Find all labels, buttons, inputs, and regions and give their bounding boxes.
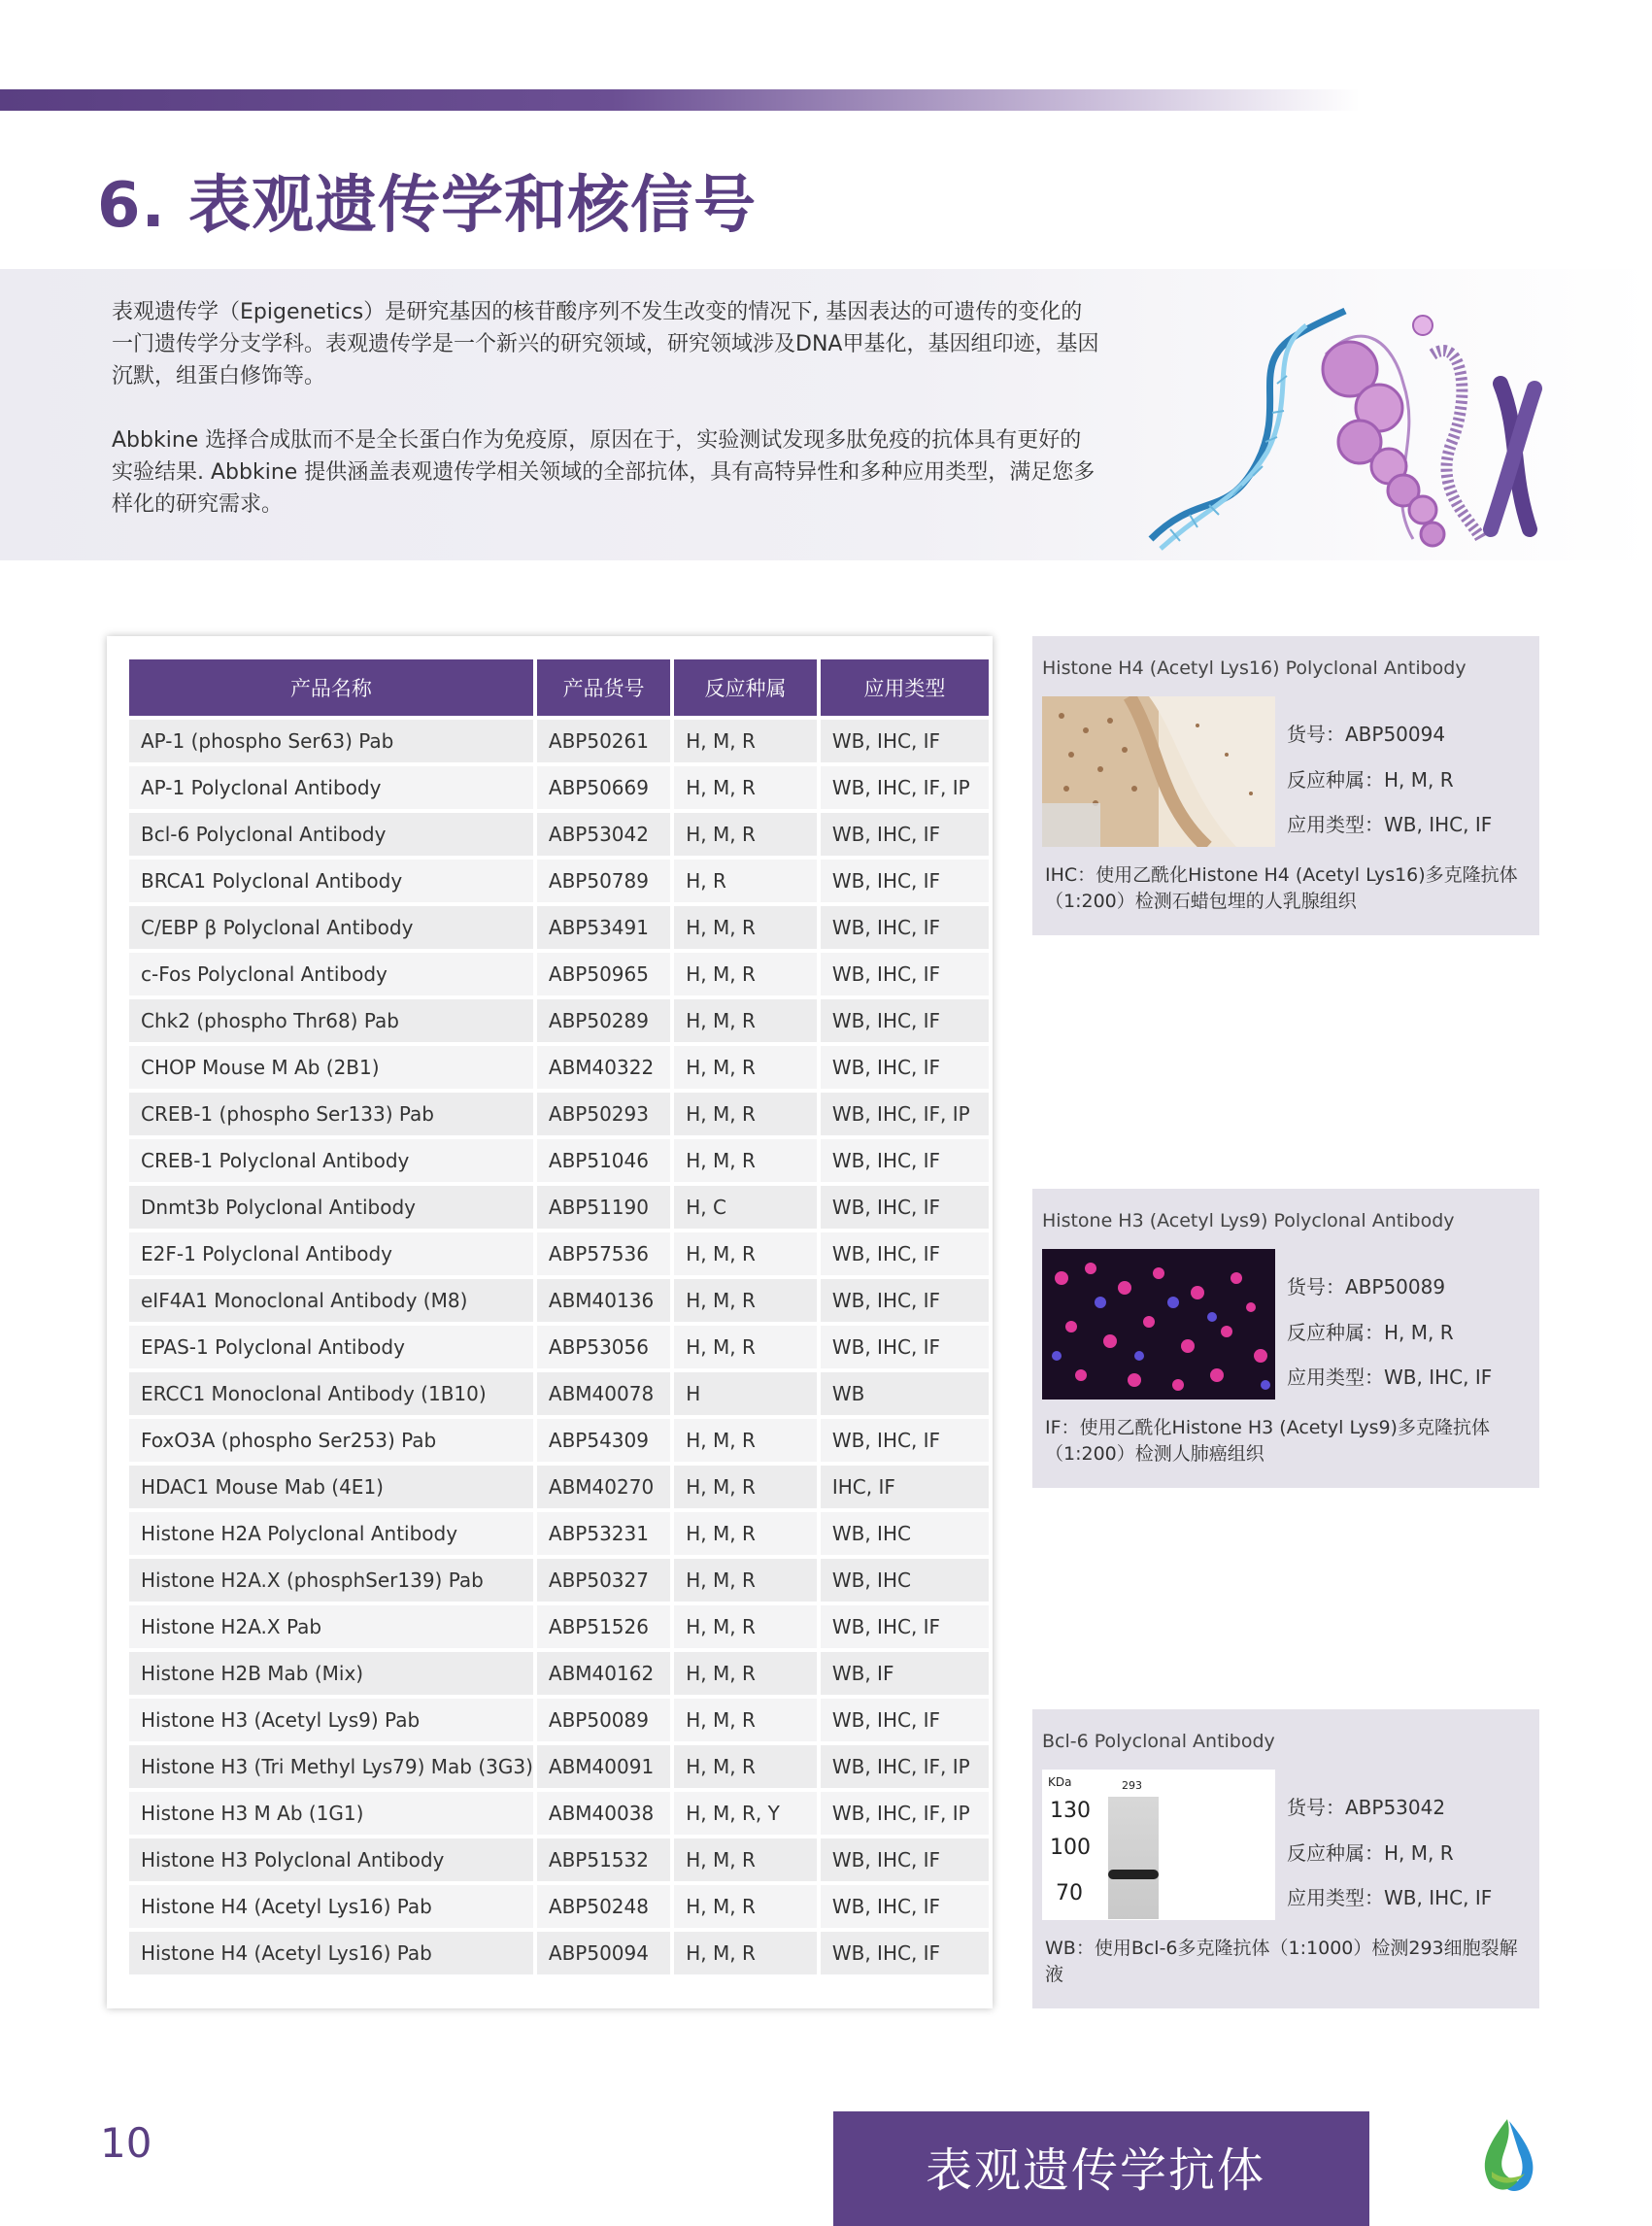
cell-product-name: C/EBP β Polyclonal Antibody (129, 906, 533, 949)
cell-reactivity: H, M, R (674, 1512, 817, 1555)
cell-product-name: Histone H3 (Acetyl Lys9) Pab (129, 1699, 533, 1741)
panel-species: 反应种属：H, M, R (1287, 1321, 1454, 1344)
cell-application: WB, IHC, IF (821, 1932, 989, 1974)
cell-catalog-number: ABP53231 (537, 1512, 670, 1555)
table-row (129, 906, 989, 949)
footer-section-title: 表观遗传学抗体 (926, 2143, 1266, 2198)
cell-catalog-number: ABP50094 (537, 1932, 670, 1974)
table-row (129, 813, 989, 856)
column-header-catalog-number: 产品货号 (537, 659, 670, 716)
cell-application: WB, IHC, IF (821, 953, 989, 995)
footer-section-banner (833, 2111, 1369, 2226)
product-panel-histone-h3 (1032, 1189, 1539, 1488)
table-row (129, 1232, 989, 1275)
table-row (129, 1512, 989, 1555)
cell-application: WB, IHC, IF (821, 1699, 989, 1741)
blot-band (1108, 1870, 1159, 1879)
table-body (129, 720, 989, 1974)
cell-product-name: ERCC1 Monoclonal Antibody (1B10) (129, 1372, 533, 1415)
cell-product-name: CREB-1 Polyclonal Antibody (129, 1139, 533, 1182)
cell-catalog-number: ABP54309 (537, 1419, 670, 1462)
cell-application: WB, IHC, IF, IP (821, 1745, 989, 1788)
cell-catalog-number: ABP50248 (537, 1885, 670, 1928)
western-blot-image (1042, 1770, 1275, 1920)
cell-reactivity: H, M, R (674, 1838, 817, 1881)
cell-catalog-number: ABP53491 (537, 906, 670, 949)
table-row (129, 1605, 989, 1648)
table-row (129, 999, 989, 1042)
cell-reactivity: H, M, R (674, 1932, 817, 1974)
cell-product-name: Dnmt3b Polyclonal Antibody (129, 1186, 533, 1229)
cell-reactivity: H, M, R (674, 1046, 817, 1089)
table-row (129, 766, 989, 809)
blot-unit-label: KDa (1048, 1775, 1072, 1789)
cell-product-name: Histone H4 (Acetyl Lys16) Pab (129, 1932, 533, 1974)
intro-paragraph-2: Abbkine 选择合成肽而不是全长蛋白作为免疫原，原因在于，实验测试发现多肽免疫的抗体具有更好的实验结果. Abbkine 提供涵盖表观遗传学相关领域的全部抗体，具有高特异性和多种应用类型，满足您多样化的研究需求。 (112, 428, 1096, 517)
panel-title: Bcl-6 Polyclonal Antibody (1042, 1731, 1275, 1752)
cell-product-name: Histone H2A.X (phosphSer139) Pab (129, 1559, 533, 1602)
cell-product-name: HDAC1 Mouse Mab (4E1) (129, 1466, 533, 1508)
panel-species: 反应种属：H, M, R (1287, 768, 1454, 792)
cell-application: WB, IHC, IF, IP (821, 1093, 989, 1135)
panel-catalog: 货号：ABP53042 (1287, 1796, 1446, 1819)
panel-caption: IHC：使用乙酰化Histone H4 (Acetyl Lys16)多克隆抗体（1:200）检测石蜡包埋的人乳腺组织 (1045, 864, 1518, 912)
cell-reactivity: H, M, R (674, 1605, 817, 1648)
cell-reactivity: H, M, R (674, 1885, 817, 1928)
cell-catalog-number: ABP53056 (537, 1326, 670, 1368)
cell-catalog-number: ABP57536 (537, 1232, 670, 1275)
column-header-product-name: 产品名称 (129, 659, 533, 716)
cell-reactivity: H, C (674, 1186, 817, 1229)
cell-catalog-number: ABM40322 (537, 1046, 670, 1089)
cell-application: WB, IHC, IF (821, 1605, 989, 1648)
product-table (125, 656, 993, 1978)
blot-marker-70: 70 (1056, 1881, 1083, 1906)
cell-product-name: CREB-1 (phospho Ser133) Pab (129, 1093, 533, 1135)
panel-application: 应用类型：WB, IHC, IF (1287, 813, 1493, 836)
cell-catalog-number: ABP50261 (537, 720, 670, 762)
cell-catalog-number: ABP50789 (537, 860, 670, 902)
blot-lane (1108, 1797, 1159, 1919)
cell-reactivity: H, R (674, 860, 817, 902)
cell-application: WB, IHC, IF, IP (821, 766, 989, 809)
ihc-tissue-image (1042, 696, 1275, 847)
cell-catalog-number: ABP50327 (537, 1559, 670, 1602)
cell-reactivity: H, M, R (674, 1232, 817, 1275)
table-row (129, 1792, 989, 1835)
cell-catalog-number: ABP51526 (537, 1605, 670, 1648)
cell-catalog-number: ABM40091 (537, 1745, 670, 1788)
table-row (129, 1139, 989, 1182)
cell-application: WB, IHC, IF (821, 1838, 989, 1881)
cell-reactivity: H, M, R (674, 1419, 817, 1462)
page-number: 10 (100, 2119, 152, 2167)
cell-product-name: E2F-1 Polyclonal Antibody (129, 1232, 533, 1275)
cell-catalog-number: ABP51046 (537, 1139, 670, 1182)
cell-application: WB, IHC, IF (821, 720, 989, 762)
cell-application: WB, IHC, IF (821, 1186, 989, 1229)
cell-reactivity: H, M, R (674, 720, 817, 762)
table-row (129, 1046, 989, 1089)
cell-product-name: AP-1 (phospho Ser63) Pab (129, 720, 533, 762)
table-row (129, 1419, 989, 1462)
header-accent-bar (0, 89, 1360, 111)
cell-product-name: EPAS-1 Polyclonal Antibody (129, 1326, 533, 1368)
cell-product-name: Histone H2B Mab (Mix) (129, 1652, 533, 1695)
table-row (129, 720, 989, 762)
cell-reactivity: H, M, R (674, 1326, 817, 1368)
cell-catalog-number: ABM40270 (537, 1466, 670, 1508)
cell-reactivity: H, M, R (674, 953, 817, 995)
product-table-card (107, 636, 993, 2008)
table-row (129, 1279, 989, 1322)
panel-application: 应用类型：WB, IHC, IF (1287, 1886, 1493, 1909)
panel-application: 应用类型：WB, IHC, IF (1287, 1366, 1493, 1389)
table-row (129, 1838, 989, 1881)
cell-catalog-number: ABP51532 (537, 1838, 670, 1881)
cell-reactivity: H, M, R (674, 1466, 817, 1508)
product-panel-bcl6 (1032, 1709, 1539, 2008)
table-row (129, 1745, 989, 1788)
cell-application: WB, IHC (821, 1512, 989, 1555)
cell-product-name: FoxO3A (phospho Ser253) Pab (129, 1419, 533, 1462)
dna-chromatin-illustration (1141, 296, 1549, 554)
table-row (129, 953, 989, 995)
cell-product-name: Bcl-6 Polyclonal Antibody (129, 813, 533, 856)
panel-title: Histone H4 (Acetyl Lys16) Polyclonal Antibody (1042, 658, 1467, 679)
blot-lane-label: 293 (1122, 1779, 1142, 1792)
cell-catalog-number: ABM40162 (537, 1652, 670, 1695)
cell-product-name: AP-1 Polyclonal Antibody (129, 766, 533, 809)
cell-product-name: Histone H3 (Tri Methyl Lys79) Mab (3G3) (129, 1745, 533, 1788)
cell-product-name: Histone H3 M Ab (1G1) (129, 1792, 533, 1835)
cell-reactivity: H, M, R (674, 1279, 817, 1322)
abbkine-logo-icon (1468, 2115, 1546, 2193)
cell-product-name: Histone H4 (Acetyl Lys16) Pab (129, 1885, 533, 1928)
cell-reactivity: H, M, R, Y (674, 1792, 817, 1835)
blot-marker-100: 100 (1050, 1836, 1091, 1860)
cell-application: IHC, IF (821, 1466, 989, 1508)
cell-application: WB (821, 1372, 989, 1415)
column-header-application: 应用类型 (821, 659, 989, 716)
if-fluorescence-image (1042, 1249, 1275, 1400)
panel-title: Histone H3 (Acetyl Lys9) Polyclonal Antibody (1042, 1210, 1455, 1231)
cell-application: WB, IHC, IF (821, 906, 989, 949)
page-title: 6. 表观遗传学和核信号 (97, 170, 758, 242)
cell-reactivity: H, M, R (674, 1699, 817, 1741)
cell-application: WB, IF (821, 1652, 989, 1695)
table-row (129, 1699, 989, 1741)
cell-application: WB, IHC, IF, IP (821, 1792, 989, 1835)
panel-catalog: 货号：ABP50089 (1287, 1275, 1446, 1298)
cell-catalog-number: ABP53042 (537, 813, 670, 856)
cell-application: WB, IHC, IF (821, 1885, 989, 1928)
cell-application: WB, IHC, IF (821, 1419, 989, 1462)
table-row (129, 1559, 989, 1602)
product-panel-histone-h4 (1032, 636, 1539, 935)
cell-reactivity: H, M, R (674, 1139, 817, 1182)
table-row (129, 1186, 989, 1229)
column-header-reactivity: 反应种属 (674, 659, 817, 716)
table-row (129, 1093, 989, 1135)
cell-catalog-number: ABM40078 (537, 1372, 670, 1415)
table-row (129, 1885, 989, 1928)
table-row (129, 1652, 989, 1695)
cell-reactivity: H, M, R (674, 1652, 817, 1695)
cell-application: WB, IHC (821, 1559, 989, 1602)
panel-caption: IF：使用乙酰化Histone H3 (Acetyl Lys9)多克隆抗体（1:200）检测人肺癌组织 (1045, 1417, 1490, 1465)
cell-reactivity: H, M, R (674, 766, 817, 809)
cell-reactivity: H, M, R (674, 906, 817, 949)
cell-product-name: CHOP Mouse M Ab (2B1) (129, 1046, 533, 1089)
table-row (129, 1932, 989, 1974)
cell-product-name: eIF4A1 Monoclonal Antibody (M8) (129, 1279, 533, 1322)
cell-product-name: Histone H3 Polyclonal Antibody (129, 1838, 533, 1881)
cell-catalog-number: ABM40136 (537, 1279, 670, 1322)
cell-reactivity: H, M, R (674, 1093, 817, 1135)
cell-application: WB, IHC, IF (821, 1232, 989, 1275)
cell-product-name: Histone H2A.X Pab (129, 1605, 533, 1648)
cell-catalog-number: ABM40038 (537, 1792, 670, 1835)
cell-catalog-number: ABP51190 (537, 1186, 670, 1229)
cell-product-name: Chk2 (phospho Thr68) Pab (129, 999, 533, 1042)
blot-marker-130: 130 (1050, 1799, 1091, 1823)
cell-catalog-number: ABP50669 (537, 766, 670, 809)
cell-catalog-number: ABP50089 (537, 1699, 670, 1741)
table-row (129, 1326, 989, 1368)
cell-reactivity: H, M, R (674, 1559, 817, 1602)
cell-product-name: c-Fos Polyclonal Antibody (129, 953, 533, 995)
cell-application: WB, IHC, IF (821, 1326, 989, 1368)
cell-application: WB, IHC, IF (821, 860, 989, 902)
panel-species: 反应种属：H, M, R (1287, 1841, 1454, 1865)
cell-application: WB, IHC, IF (821, 813, 989, 856)
table-row (129, 1466, 989, 1508)
cell-catalog-number: ABP50965 (537, 953, 670, 995)
cell-reactivity: H, M, R (674, 1745, 817, 1788)
panel-catalog: 货号：ABP50094 (1287, 723, 1446, 746)
cell-product-name: Histone H2A Polyclonal Antibody (129, 1512, 533, 1555)
cell-application: WB, IHC, IF (821, 1046, 989, 1089)
intro-paragraph-1: 表观遗传学（Epigenetics）是研究基因的核苷酸序列不发生改变的情况下, 基因表达的可遗传的变化的一门遗传学分支学科。表观遗传学是一个新兴的研究领域，研究领域涉及DNA甲基化，基因组印迹，基因沉默，组蛋白修饰等。 (112, 300, 1099, 388)
cell-application: WB, IHC, IF (821, 999, 989, 1042)
cell-catalog-number: ABP50293 (537, 1093, 670, 1135)
cell-catalog-number: ABP50289 (537, 999, 670, 1042)
table-header-row (129, 659, 989, 716)
table-row (129, 1372, 989, 1415)
table-row (129, 860, 989, 902)
cell-application: WB, IHC, IF (821, 1139, 989, 1182)
cell-application: WB, IHC, IF (821, 1279, 989, 1322)
cell-reactivity: H, M, R (674, 813, 817, 856)
panel-caption: WB：使用Bcl-6多克隆抗体（1:1000）检测293细胞裂解液 (1045, 1938, 1518, 1985)
cell-reactivity: H (674, 1372, 817, 1415)
cell-reactivity: H, M, R (674, 999, 817, 1042)
cell-product-name: BRCA1 Polyclonal Antibody (129, 860, 533, 902)
